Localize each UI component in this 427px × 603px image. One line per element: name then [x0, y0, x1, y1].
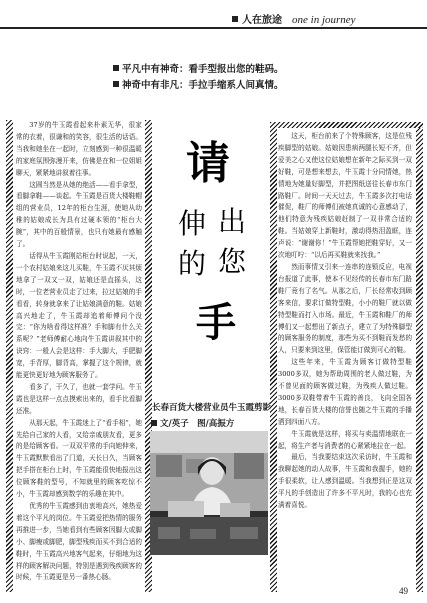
- paragraph: 37岁的牛玉霞看起来朴素无华，很家常的衣着，很谦和的笑容，很生活的话语。当我和她坐在一起时，立刻感到一种很温暖的家庭氛围弥漫开来，仿佛是在和一位姐姐聊天，紧紧地讲叙着往事。: [16, 121, 142, 177]
- paragraph: 这些年来，牛玉霞为顾客订做特型鞋3000多双，她为帮助周围的老人做过鞋，为不曾见面的顾客做过鞋，为残疾人做过鞋。3000多双鞋带着牛玉霞的善良，飞向全国各地，长春百货大楼的信誉也随之牛玉霞的手播洒到四面八方。: [278, 358, 412, 426]
- subtitle-1: [113, 61, 284, 75]
- title-char-de: 的: [178, 247, 207, 280]
- paragraph: 最后，当我要结束这次采访时，牛玉霞和我聊起她的动人故事，牛玉霞和我握手，她的手很柔软，让人感到温暖。当我想到正是这双平凡的手创造出了许多不平凡时，我的心也充满着喜悦。: [278, 453, 412, 510]
- header-rule: [0, 27, 427, 29]
- paragraph: 这天，柜台前来了个特殊顾客，这是位残疾脚型的姑娘。姑娘因患病两腿长短不齐，但爱美之心又使这位姑娘想在新年之际买到一双好鞋，可是想来想去，牛玉霞十分同情她，热情地为她量好脚型，并把图纸送往长春市东门路鞋厂。时间一天天过去，牛玉霞多次打电话催促，鞋厂的师傅们被她真诚的心意感动了，他们特意为残疾姑娘赶制了一双非常合适的鞋。当姑娘穿上新鞋时，激动得热泪盈眶，连声说：“谢谢你！”牛玉霞帮她把鞋穿好，又一次地叮咛：“以后再买鞋就来找我。”: [278, 132, 412, 260]
- stripe-border: [416, 122, 423, 592]
- stripe-border: [6, 120, 13, 592]
- article-left-column: [16, 120, 142, 590]
- section-english: one in journey: [292, 14, 356, 26]
- square-bullet-icon: [113, 81, 119, 87]
- square-bullet-icon: [232, 16, 238, 22]
- title-char-nin: 您: [218, 245, 247, 278]
- article-right-column: [278, 131, 412, 591]
- subtitle-2: [113, 77, 284, 91]
- byline-text: 文/英子 图/高振方: [160, 419, 235, 429]
- paragraph: 话得从牛玉霞刚站柜台时说起，一天，一个农村姑娘来这儿买鞋，牛玉霞不厌其烦地拿了一双又一双，姑娘还是直摇头，这时，一位老营业员走了过来，拉过姑娘的手看看，转身就拿来了让姑娘满意的鞋。姑娘高兴地走了，牛玉霞却追着师傅问个没完：“你为啥看得这样准？手和脚有什么关系呢？”老师傅耐心地向牛玉霞讲叙其中的诀窍：一般人会是这样：手大脚大，手肥脚宽，手背厚，脚背高，掌握了这个规律，就能更快更好地为顾客服务了。: [16, 251, 142, 380]
- page-number: 49: [399, 586, 408, 596]
- paragraph: 从那天起，牛玉霞迷上了“看手相”，她先给自己家的人看，又给亲戚朋友看，更多的是给顾客看。一双双平常的手向她伸来，牛玉霞默默看出了门道，天长日久，当顾客把手搭在柜台上时，牛玉霞能很快地报出这位顾客鞋的型号，不知就里的顾客吃惊不小，牛玉霞却感到数学的乐趣在其中。: [16, 418, 142, 499]
- title-char-chu: 出: [218, 205, 247, 238]
- square-bullet-icon: [151, 420, 157, 426]
- section-header: [232, 11, 422, 25]
- subtitle-text: 神奇中有非凡：手拉手缩系人间真情。: [122, 80, 284, 91]
- section-name: 人在旅途: [242, 15, 282, 26]
- paragraph: 牛玉霞就是这样，将买与卖温情地联在一起，将生产者与消费者的心紧紧地拉在一起。: [278, 429, 412, 450]
- stripe-border: [270, 122, 277, 592]
- paragraph: 看多了，干久了，也就一套学问。牛玉霞也是这样一点点摸索出来的，看手比看脚还准。: [16, 382, 142, 415]
- byline: [151, 417, 234, 429]
- photo-caption: 长春百货大楼营业员牛玉霞剪影: [152, 403, 272, 413]
- stripe-border: [270, 122, 423, 128]
- paragraph: 优秀的牛玉霞感到由衷地高兴，她热爱着这个平凡的岗位。牛玉霞爱把热情的服务再推进一步，当她看到有些顾客因脚大或脚小、脚瘦或脚肥，脚型残疾而买不到合适的鞋时，牛玉霞高兴地客气起来，仔细地为这样的顾客解决问题，特别是遇到残疾顾客的时候，牛玉霞更是另一番热心肠。: [16, 502, 142, 582]
- square-bullet-icon: [113, 65, 119, 71]
- title-char-shou: 手: [196, 299, 236, 346]
- paragraph: 这圆当然是从她的绝活——看手拿型，看脚拿鞋——谈起。牛玉霞是百货大楼鞋帽组的营业员，12年的柜台生涯，使她从幼稚的姑娘成长为具有过硬本领的“柜台大腕”，其中的百般情景，也只有她最有感触了。: [16, 180, 142, 249]
- photo-illustration: [150, 431, 268, 555]
- subtitle-text: 平凡中有神奇：看手型报出您的鞋码。: [122, 64, 284, 75]
- photo-saleswoman: [150, 431, 268, 555]
- title-char-shen: 伸: [178, 207, 207, 240]
- title-char-qing: 请: [186, 138, 230, 189]
- paragraph: 然而事情又引来一连串的连锁反应，电视台报道了此事，使本不见经传的长春市东门路鞋厂竟有了名气。从那之后，厂长经常收到顾客来信，要求订做特型鞋，小小的鞋厂就以做特型鞋而打入市场。最近，牛玉霞和鞋厂的师傅们又一起想出了新点子，建立了为特殊脚型的顾客服务的制度，那些为买不到鞋而发愁的人，只要来到这里，保管能订做到可心的鞋。: [278, 262, 412, 355]
